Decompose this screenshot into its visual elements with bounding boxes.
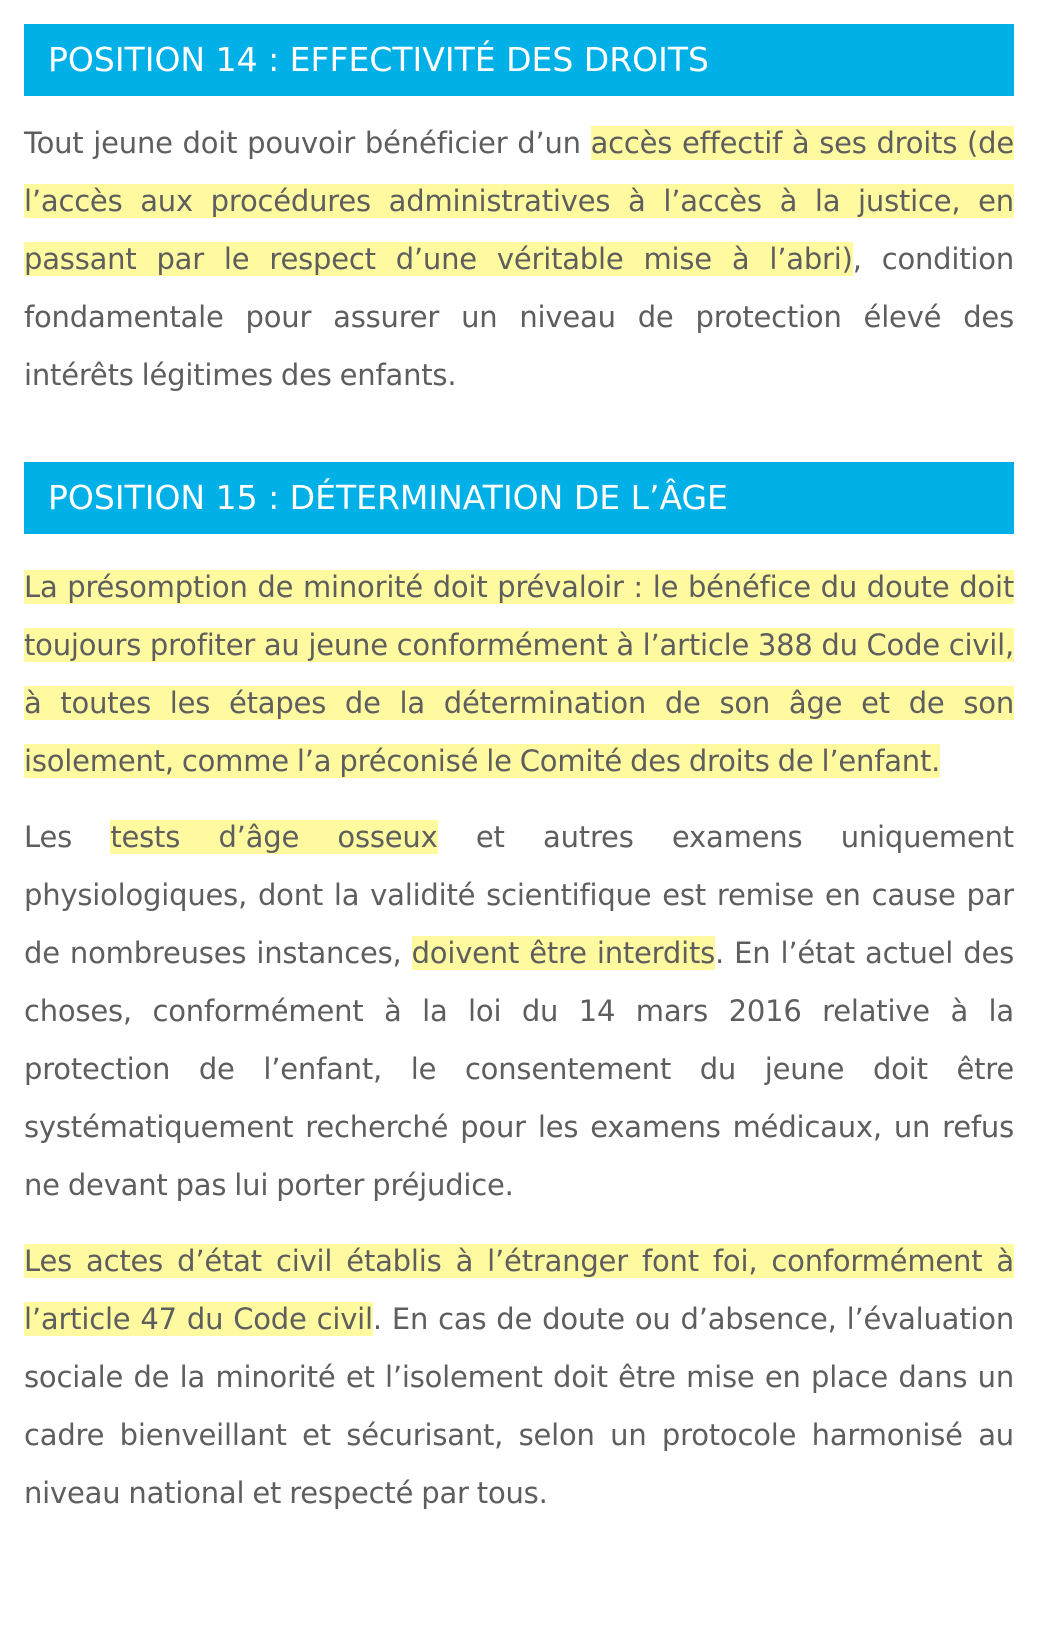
paragraph-text: et autres examens uniquement physiologiques, dont la validité scientifique est remise en cause par de nombreuses instances, <box>24 820 1014 970</box>
section-header-position-14 <box>24 24 1014 96</box>
paragraph-text: , condition fondamentale pour assurer un niveau de protection élevé des intérêts légitimes des enfants. <box>24 242 1014 392</box>
section-title: POSITION 14 : EFFECTIVITÉ DES DROITS <box>48 40 709 79</box>
section-title: POSITION 15 : DÉTERMINATION DE L’ÂGE <box>48 478 728 517</box>
highlighted-text: accès effectif à ses droits (de l’accès aux procédures administratives à l’accès à la justice, en passant par le respect d’une véritable mise à l’abri) <box>24 126 1014 276</box>
document-page <box>24 24 1014 1522</box>
paragraph-actes-etat-civil <box>24 1232 1014 1522</box>
highlighted-text: tests d’âge osseux <box>110 820 438 854</box>
highlighted-text: La présomption de minorité doit prévaloir : le bénéfice du doute doit toujours profiter au jeune conformément à l’article 388 du Code civil, à toutes les étapes de la détermination de son âge et de son isolement, comme l’a préconisé le Comité des droits de l’enfant. <box>24 570 1014 778</box>
paragraph-text: . En l’état actuel des choses, conformément à la loi du 14 mars 2016 relative à la protection de l’enfant, le consentement du jeune doit être systématiquement recherché pour les examens médicaux, un refus ne devant pas lui porter préjudice. <box>24 936 1014 1202</box>
paragraph-text: Les <box>24 820 111 854</box>
paragraph-tests-age-osseux <box>24 808 1014 1214</box>
highlighted-text: doivent être interdits <box>411 936 716 970</box>
paragraph-presomption-minorite <box>24 558 1014 790</box>
paragraph-effectivite-droits <box>24 114 1014 404</box>
paragraph-text: . En cas de doute ou d’absence, l’évaluation sociale de la minorité et l’isolement doit être mise en place dans un cadre bienveillant et sécurisant, selon un protocole harmonisé au niveau national et respecté par tous. <box>24 1302 1015 1510</box>
highlighted-text: Les actes d’état civil établis à l’étranger font foi, conformément à l’article 47 du Code civil <box>24 1244 1014 1336</box>
paragraph-text: Tout jeune doit pouvoir bénéficier d’un <box>24 126 591 160</box>
section-header-position-15 <box>24 462 1014 534</box>
